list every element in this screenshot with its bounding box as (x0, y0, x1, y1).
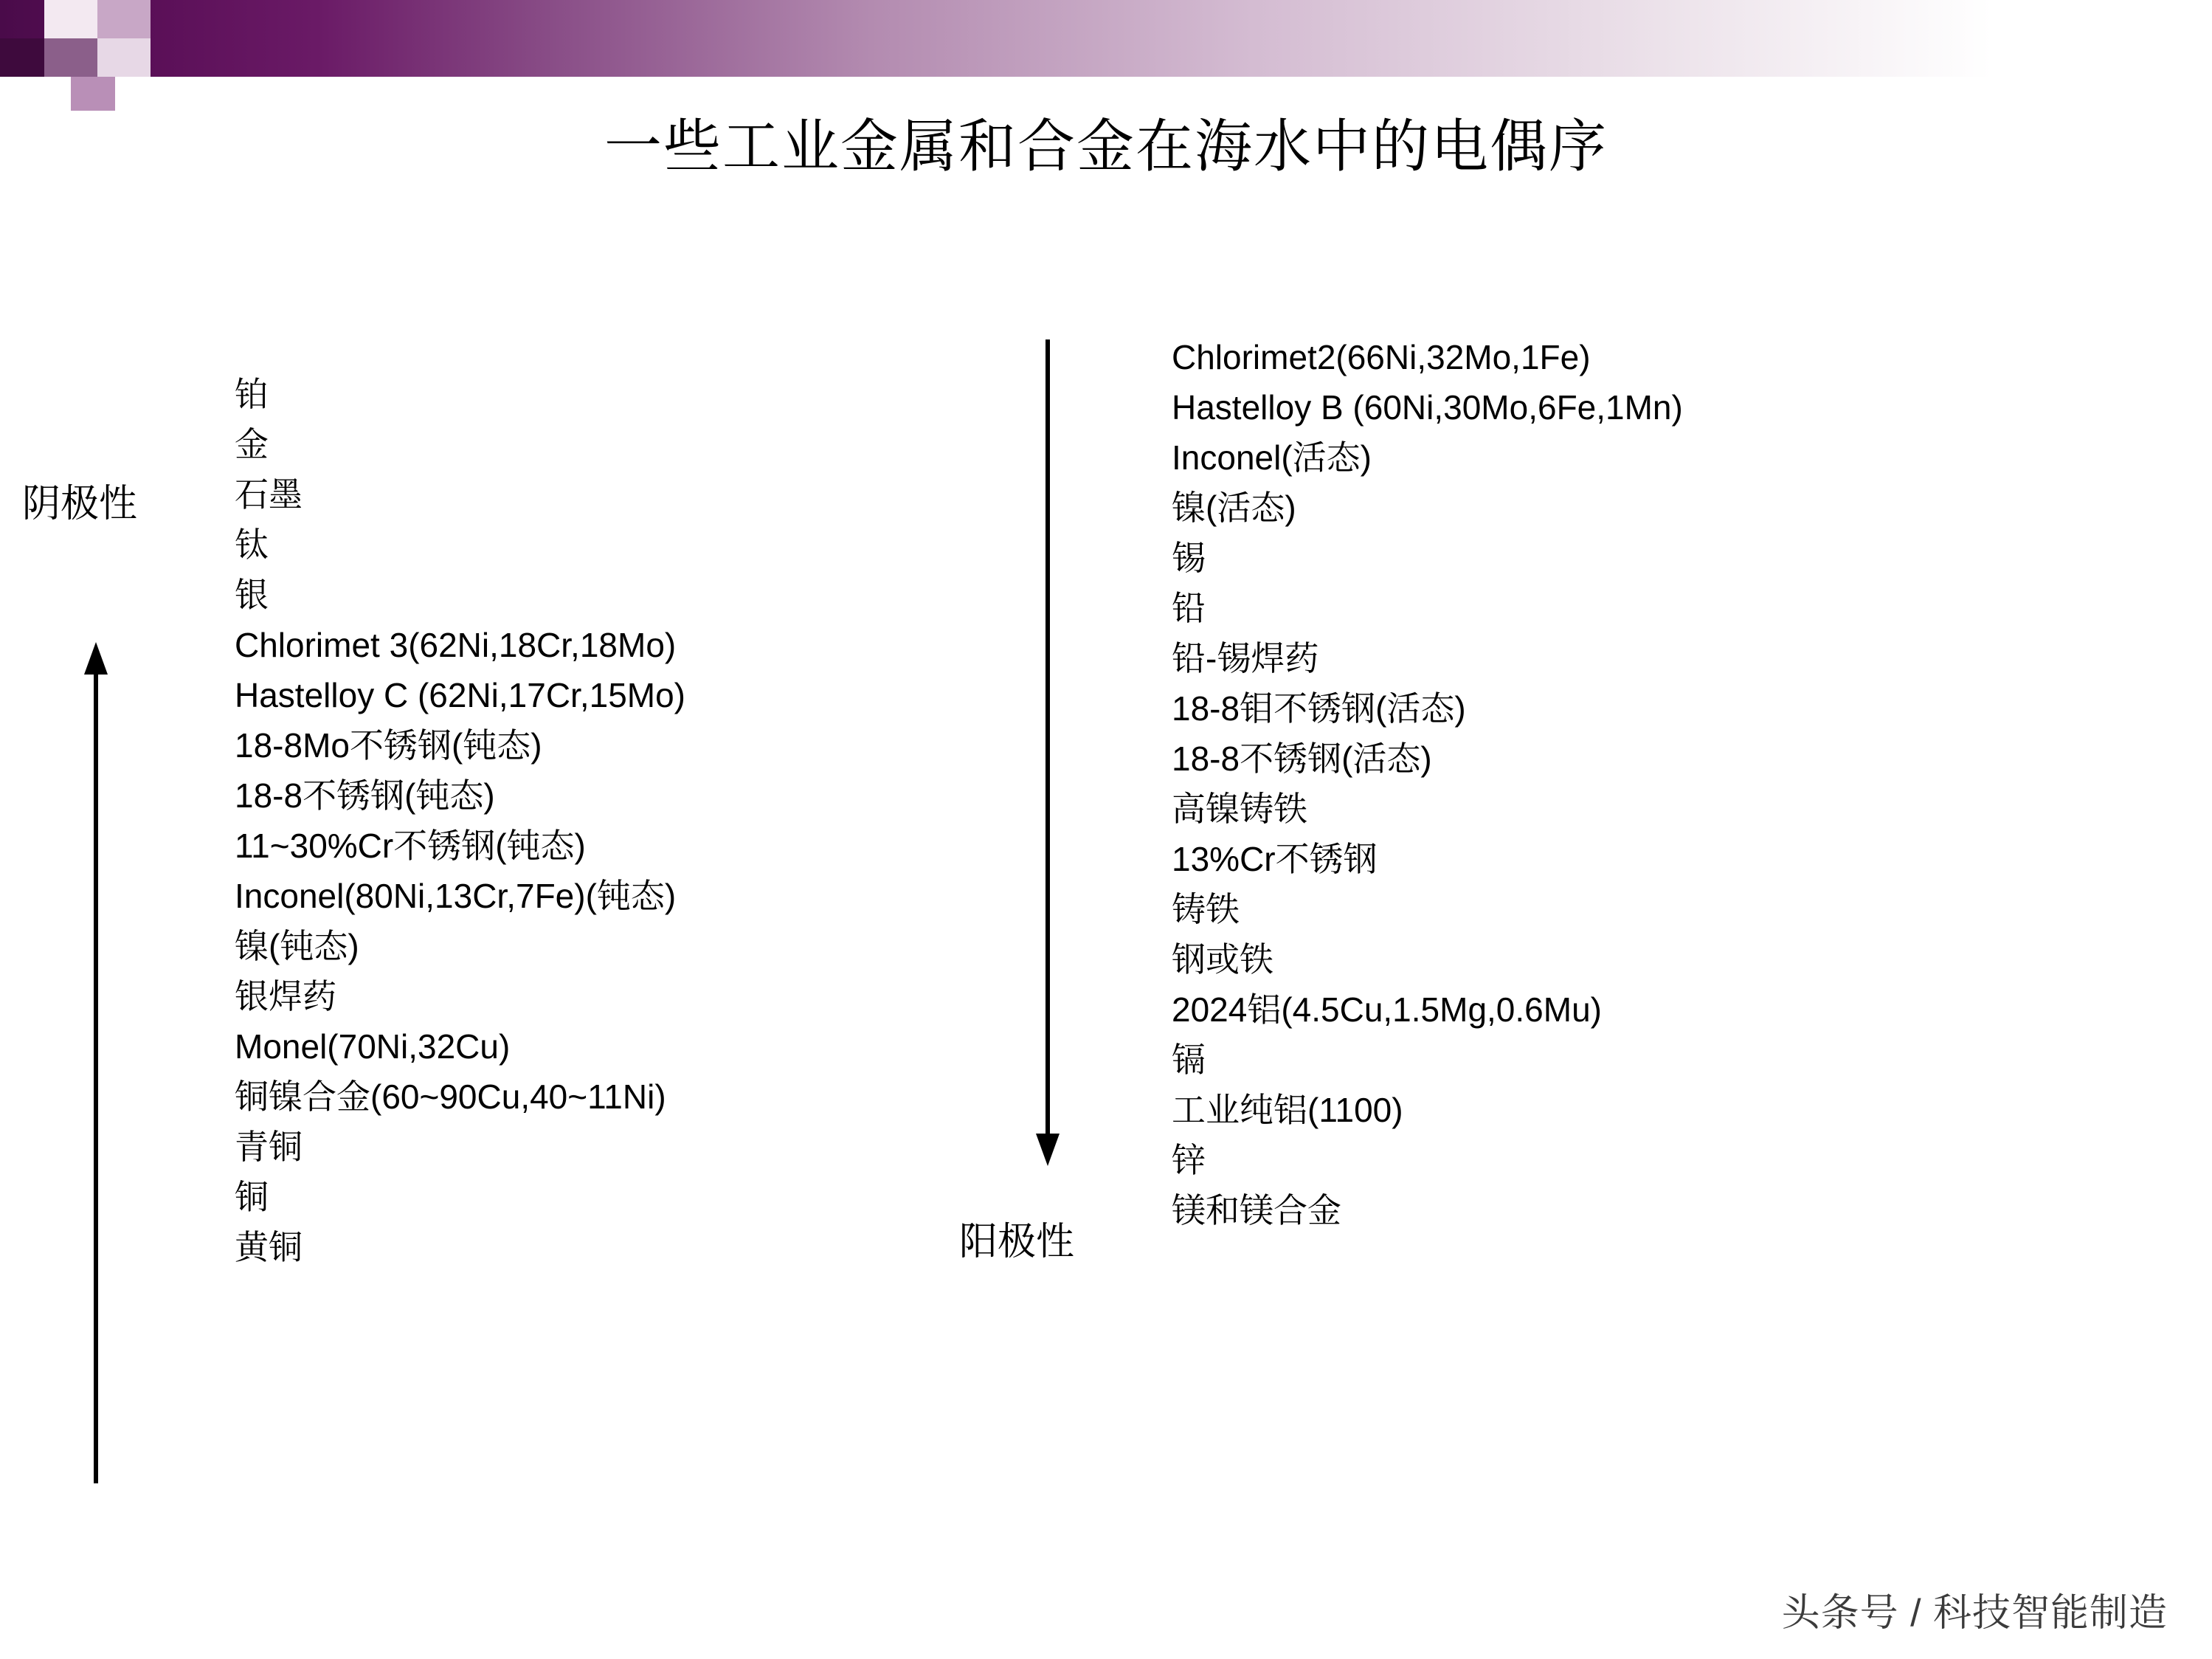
list-item: Hastelloy C (62Ni,17Cr,15Mo) (235, 676, 686, 714)
list-item: 13%Cr不锈钢 (1172, 840, 1378, 878)
banner-square-light-1 (44, 0, 97, 38)
watermark-text: 头条号 / 科技智能制造 (1781, 1592, 2168, 1635)
list-item: 18-8钼不锈钢(活态) (1172, 689, 1466, 728)
list-item: 铜镍合金(60~90Cu,40~11Ni) (235, 1077, 666, 1116)
list-item: 银 (235, 576, 269, 614)
list-item: 高镍铸铁 (1172, 790, 1307, 828)
list-item: 金 (235, 425, 269, 463)
banner-square-dark (0, 38, 44, 77)
list-item: 钢或铁 (1172, 940, 1273, 979)
list-item: 铸铁 (1172, 890, 1240, 928)
left-metal-list (235, 369, 685, 1272)
list-item: 锡 (1172, 539, 1206, 577)
list-item: 18-8不锈钢(钝态) (235, 776, 495, 815)
list-item: Chlorimet2(66Ni,32Mo,1Fe) (1172, 338, 1591, 376)
list-item: 镍(钝态) (235, 927, 359, 965)
list-item: 银焊药 (235, 977, 336, 1015)
list-item: Chlorimet 3(62Ni,18Cr,18Mo) (235, 626, 677, 664)
list-item: 黄铜 (235, 1228, 303, 1266)
list-item: Inconel(80Ni,13Cr,7Fe)(钝态) (235, 877, 677, 915)
anodic-arrow-down-icon (1033, 339, 1062, 1166)
list-item: 铅 (1172, 589, 1206, 627)
slide-title: 一些工业金属和合金在海水中的电偶序 (604, 114, 1608, 179)
cathodic-arrow-up-icon (81, 642, 111, 1483)
list-item: 镁和镁合金 (1172, 1191, 1341, 1229)
list-item: 铂 (235, 375, 269, 413)
list-item: 2024铝(4.5Cu,1.5Mg,0.6Mu) (1172, 990, 1602, 1029)
banner-square-mid-3 (71, 77, 115, 111)
list-item: Inconel(活态) (1172, 438, 1372, 477)
banner-square-light-2 (97, 38, 151, 77)
header-banner (0, 0, 2212, 111)
anodic-label: 阳极性 (959, 1221, 1075, 1263)
list-item: 石墨 (235, 475, 303, 514)
list-item: 18-8Mo不锈钢(钝态) (235, 726, 542, 765)
banner-square-white-1 (0, 77, 71, 111)
list-item: 青铜 (235, 1128, 303, 1166)
list-item: 镍(活态) (1172, 489, 1296, 527)
list-item: 钛 (235, 525, 269, 564)
list-item: 18-8不锈钢(活态) (1172, 739, 1432, 778)
list-item: Monel(70Ni,32Cu) (235, 1027, 511, 1066)
list-item: 铜 (235, 1178, 269, 1216)
list-item: 铅-锡焊药 (1172, 639, 1319, 677)
list-item: 镉 (1172, 1041, 1206, 1079)
list-item: Hastelloy B (60Ni,30Mo,6Fe,1Mn) (1172, 388, 1683, 427)
banner-square-white-2 (115, 77, 2212, 111)
banner-square-mid-2 (44, 38, 97, 77)
cathodic-label: 阴极性 (22, 483, 138, 525)
list-item: 工业纯铝(1100) (1172, 1091, 1403, 1129)
right-metal-list (1172, 332, 1683, 1235)
banner-square-mid-1 (97, 0, 151, 38)
list-item: 11~30%Cr不锈钢(钝态) (235, 827, 586, 865)
list-item: 锌 (1172, 1141, 1206, 1179)
